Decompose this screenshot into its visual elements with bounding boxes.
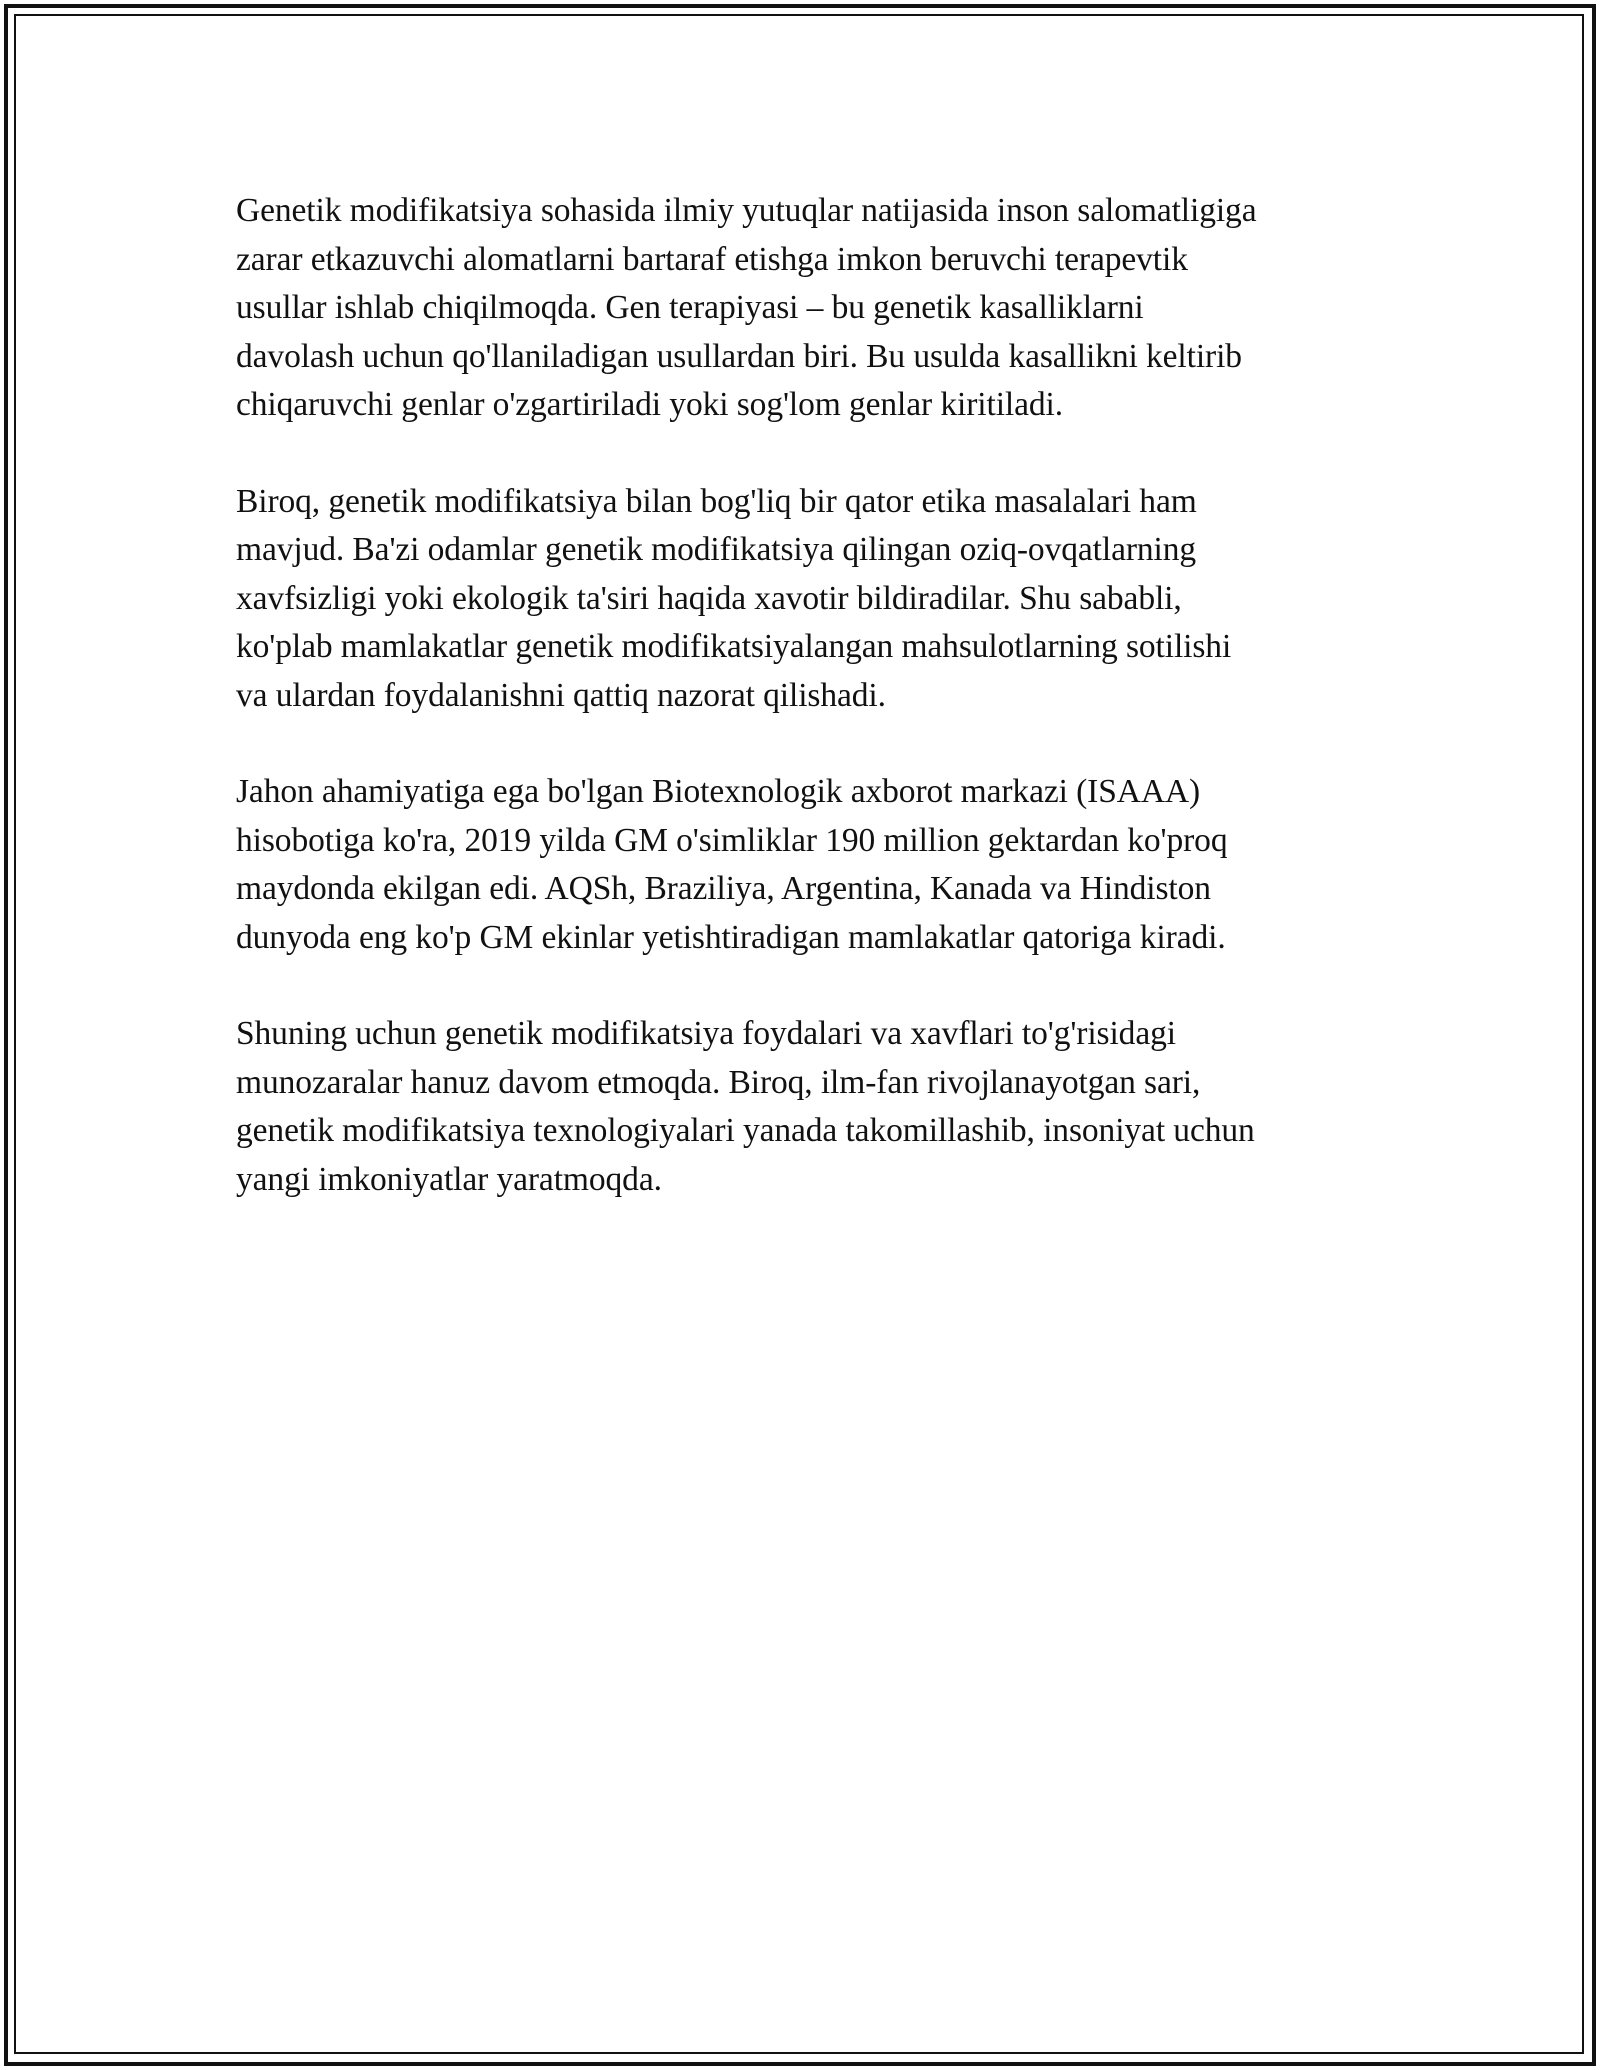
text-line: hisobotiga ko'ra, 2019 yilda GM o'simliklar 190 million gektardan ko'proq: [236, 821, 1228, 859]
paragraph-gene-therapy: [236, 187, 1376, 430]
document-body: [236, 187, 1376, 1252]
text-line: mavjud. Ba'zi odamlar genetik modifikatsiya qilingan oziq-ovqatlarning: [236, 531, 1197, 568]
paragraph-ethics: [236, 478, 1376, 721]
text-line: usullar ishlab chiqilmoqda. Gen terapiyasi – bu genetik kasalliklarni: [236, 289, 1144, 326]
text-line: xavfsizligi yoki ekologik ta'siri haqida xavotir bildiradilar. Shu sababli,: [236, 579, 1182, 617]
text-line: Shuning uchun genetik modifikatsiya foydalari va xavflari to'g'risidagi: [236, 1015, 1176, 1052]
text-line: zarar etkazuvchi alomatlarni bartaraf etishga imkon beruvchi terapevtik: [236, 240, 1188, 278]
text-line: Genetik modifikatsiya sohasida ilmiy yutuqlar natijasida inson salomatligiga: [236, 192, 1257, 229]
text-line: va ulardan foydalanishni qattiq nazorat qilishadi.: [236, 676, 886, 714]
text-line: munozaralar hanuz davom etmoqda. Biroq, ilm-fan rivojlanayotgan sari,: [236, 1063, 1201, 1101]
text-line: dunyoda eng ko'p GM ekinlar yetishtiradigan mamlakatlar qatoriga kiradi.: [236, 918, 1226, 956]
paragraph-conclusion: [236, 1010, 1376, 1204]
text-line: chiqaruvchi genlar o'zgartiriladi yoki sog'lom genlar kiritiladi.: [236, 386, 1064, 423]
text-line: genetik modifikatsiya texnologiyalari yanada takomillashib, insoniyat uchun: [236, 1112, 1255, 1149]
text-line: Jahon ahamiyatiga ega bo'lgan Biotexnologik axborot markazi (ISAAA): [236, 773, 1201, 810]
text-line: maydonda ekilgan edi. AQSh, Braziliya, Argentina, Kanada va Hindiston: [236, 870, 1211, 907]
paragraph-isaaa-report: [236, 768, 1376, 962]
text-line: Biroq, genetik modifikatsiya bilan bog'liq bir qator etika masalalari ham: [236, 482, 1197, 520]
text-line: davolash uchun qo'llaniladigan usullardan biri. Bu usulda kasallikni keltirib: [236, 337, 1242, 375]
text-line: ko'plab mamlakatlar genetik modifikatsiyalangan mahsulotlarning sotilishi: [236, 628, 1232, 665]
text-line: yangi imkoniyatlar yaratmoqda.: [236, 1160, 662, 1198]
